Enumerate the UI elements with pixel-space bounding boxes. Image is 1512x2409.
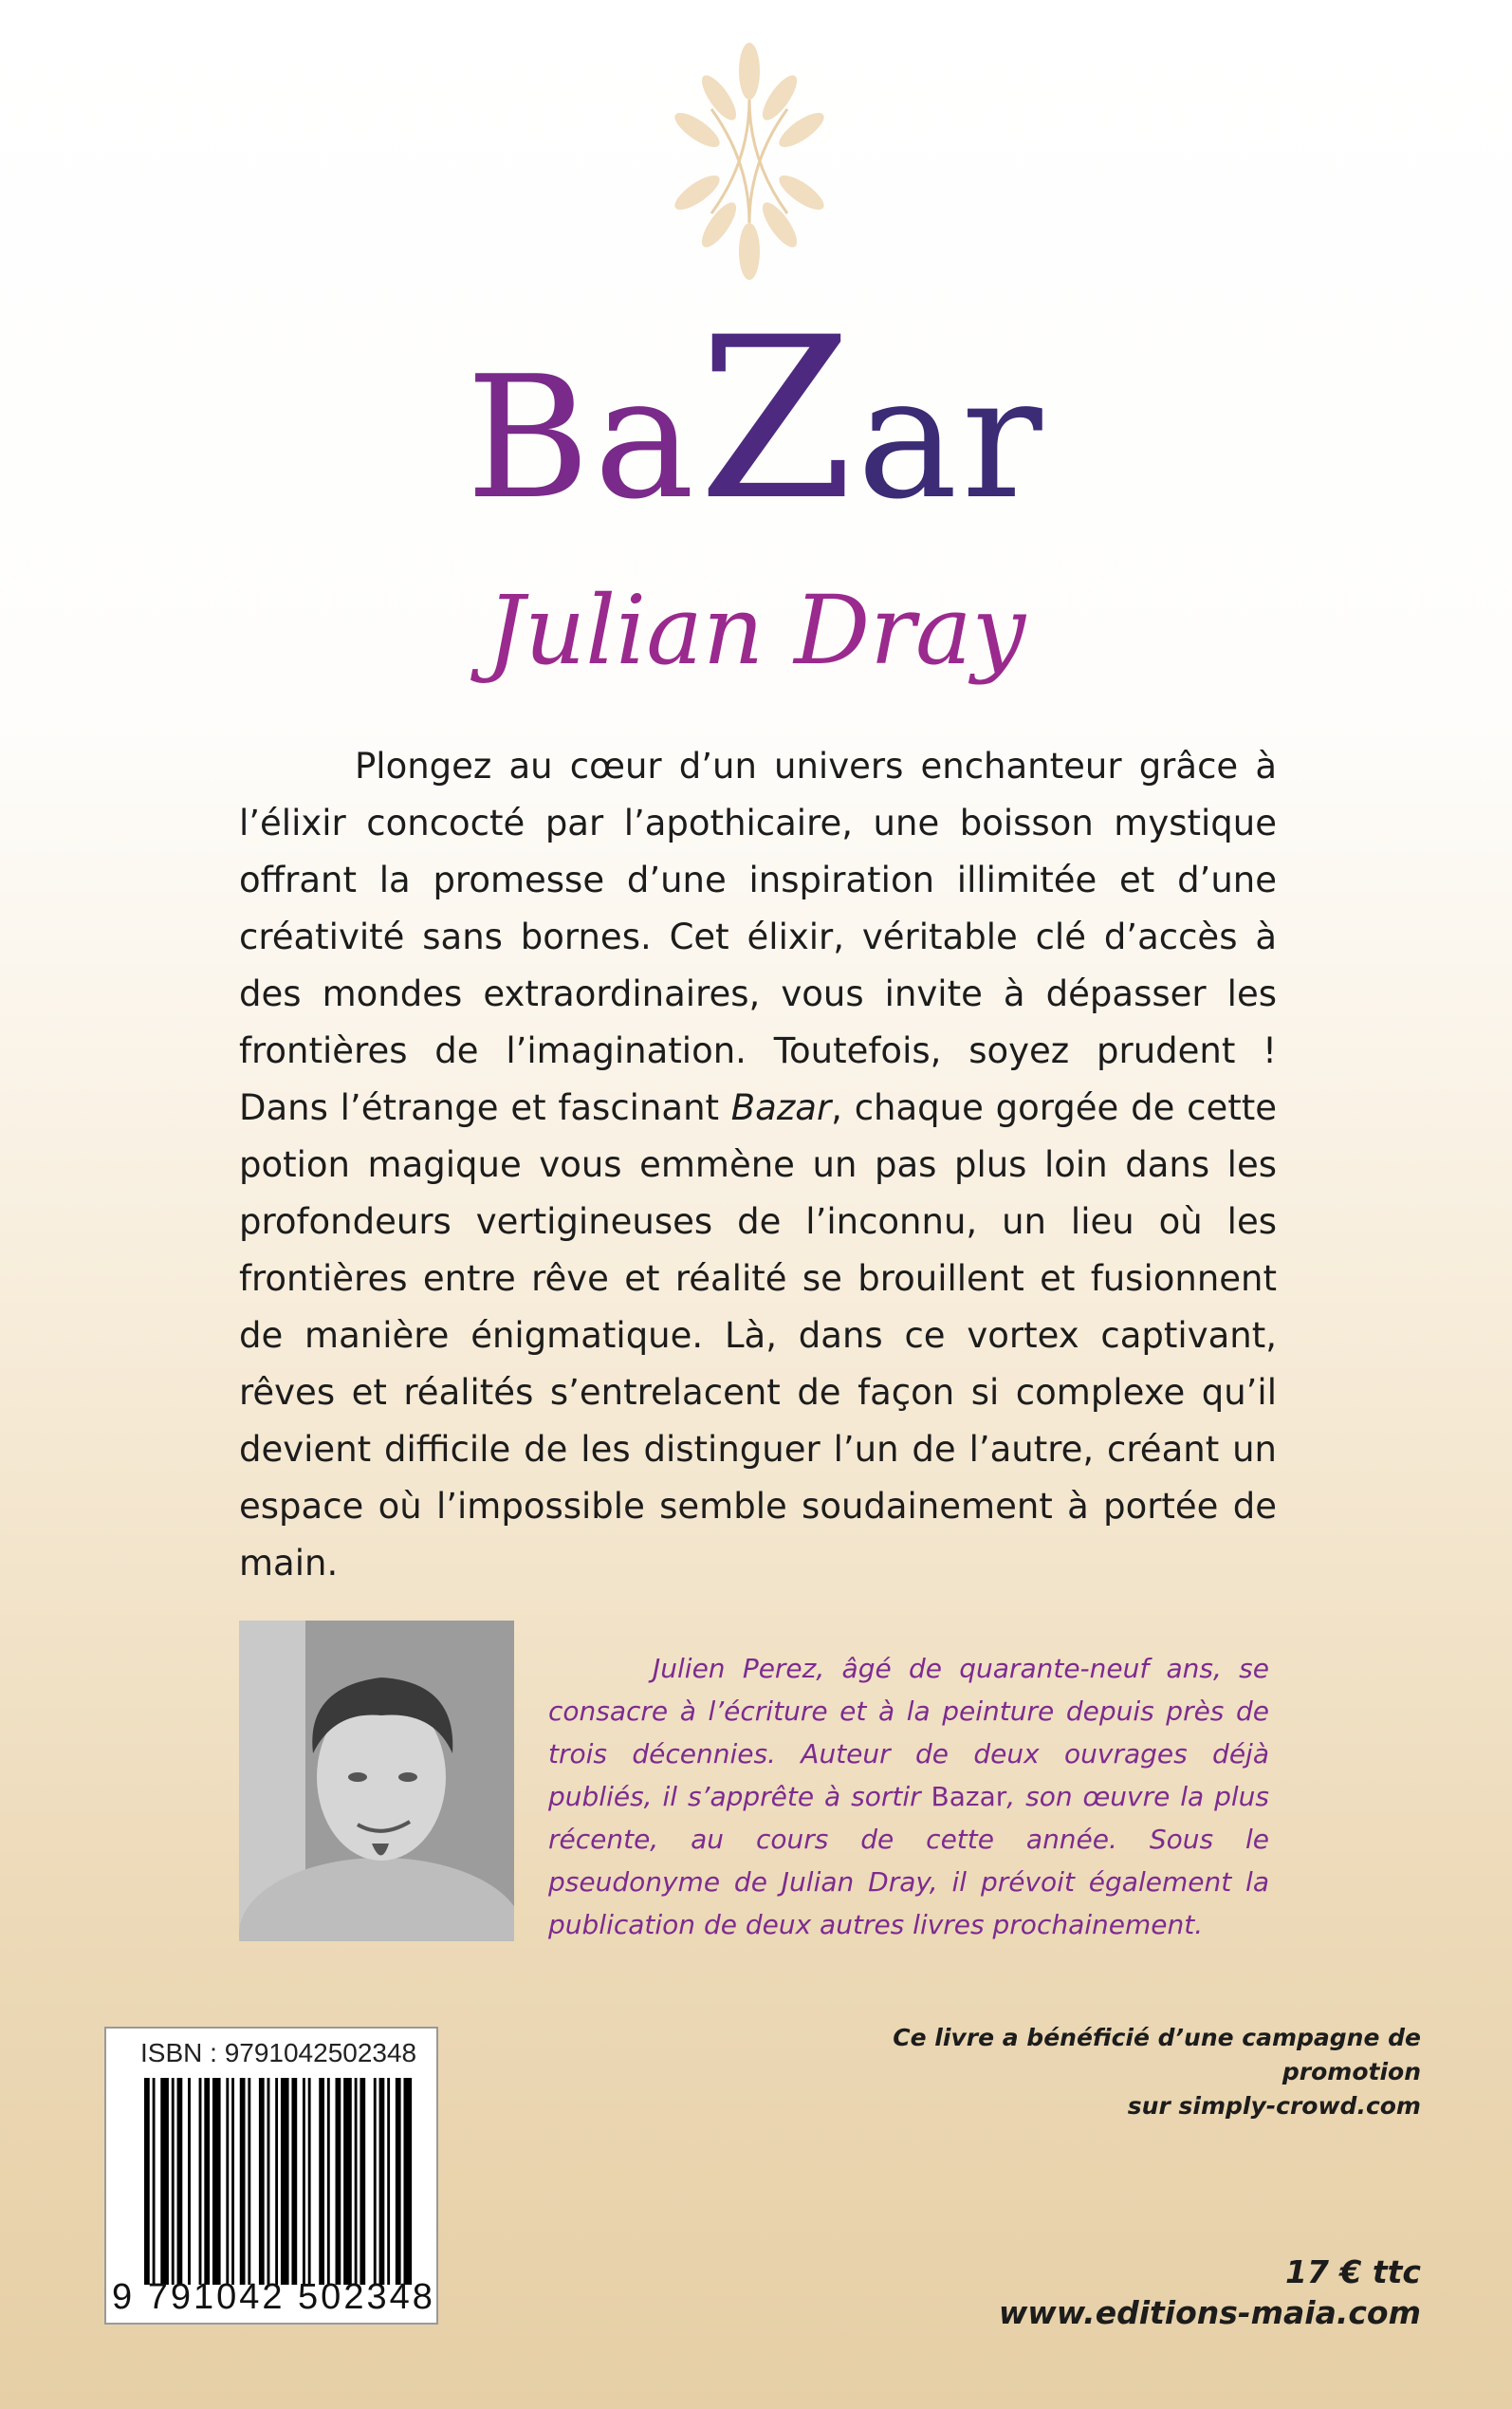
promo-line-1: Ce livre a bénéficié d’une campagne de promotion (893, 2024, 1421, 2085)
barcode-icon (144, 2078, 415, 2285)
isbn-label: ISBN : 9791042502348 (140, 2038, 417, 2067)
promo-note (757, 2021, 1421, 2123)
title-part-ar: ar (857, 340, 1046, 536)
title-part-z: Z (698, 290, 857, 549)
bio-text-start: Julien Perez, âgé de quarante-neuf ans, se consacre à l’écriture et à la peinture depuis près de trois décennies. Auteur de deux ouvrages déjà publiés, il s’apprête à sortir (548, 1653, 1269, 1812)
blurb-book-title: Bazar (730, 1087, 832, 1128)
bio-book-title: Bazar (931, 1781, 1007, 1812)
blurb-text-start: Plongez au cœur d’un univers enchanteur grâce à l’élixir concocté par l’apothicaire, une boisson mystique offrant la promesse d’une inspiration illimitée et d’une créativité sans bornes. Cet élixir, véritable clé d’accès à des mondes extraordinaires, vous invite à dépasser les frontières de l’imagination. Toutefois, soyez prudent ! Dans l’étrange et fascinant (239, 746, 1277, 1128)
isbn-digits: 9 791042 502348 (112, 2277, 435, 2317)
bio-text-end: , son œuvre la plus récente, au cours de cette année. Sous le pseudonyme de Julian Dray, il prévoit également la publication de deux autres livres prochainement. (548, 1781, 1270, 1940)
book-title (0, 290, 1512, 549)
blurb-paragraph (239, 738, 1277, 1592)
publisher-website: www.editions-maia.com (998, 2294, 1421, 2331)
author-name: Julian Dray (486, 575, 1026, 686)
isbn-barcode-box (104, 2027, 438, 2325)
author-photo (239, 1621, 514, 1941)
price: 17 € ttc (1285, 2253, 1421, 2290)
leaf-ornament-icon (607, 43, 892, 280)
promo-line-2: sur simply-crowd.com (1127, 2092, 1421, 2120)
blurb-text-end: , chaque gorgée de cette potion magique vous emmène un pas plus loin dans les profondeurs vertigineuses de l’inconnu, un lieu où les frontières entre rêve et réalité se brouillent et fusionnent de manière énigmatique. Là, dans ce vortex captivant, rêves et réalités s’entrelacent de façon si complexe qu’il devient difficile de les distinguer l’un de l’autre, créant un espace où l’impossible semble soudainement à portée de main. (239, 1087, 1277, 1584)
author-portrait-icon (239, 1621, 514, 1941)
title-part-ba: Ba (466, 340, 699, 536)
author-bio (548, 1647, 1269, 1946)
